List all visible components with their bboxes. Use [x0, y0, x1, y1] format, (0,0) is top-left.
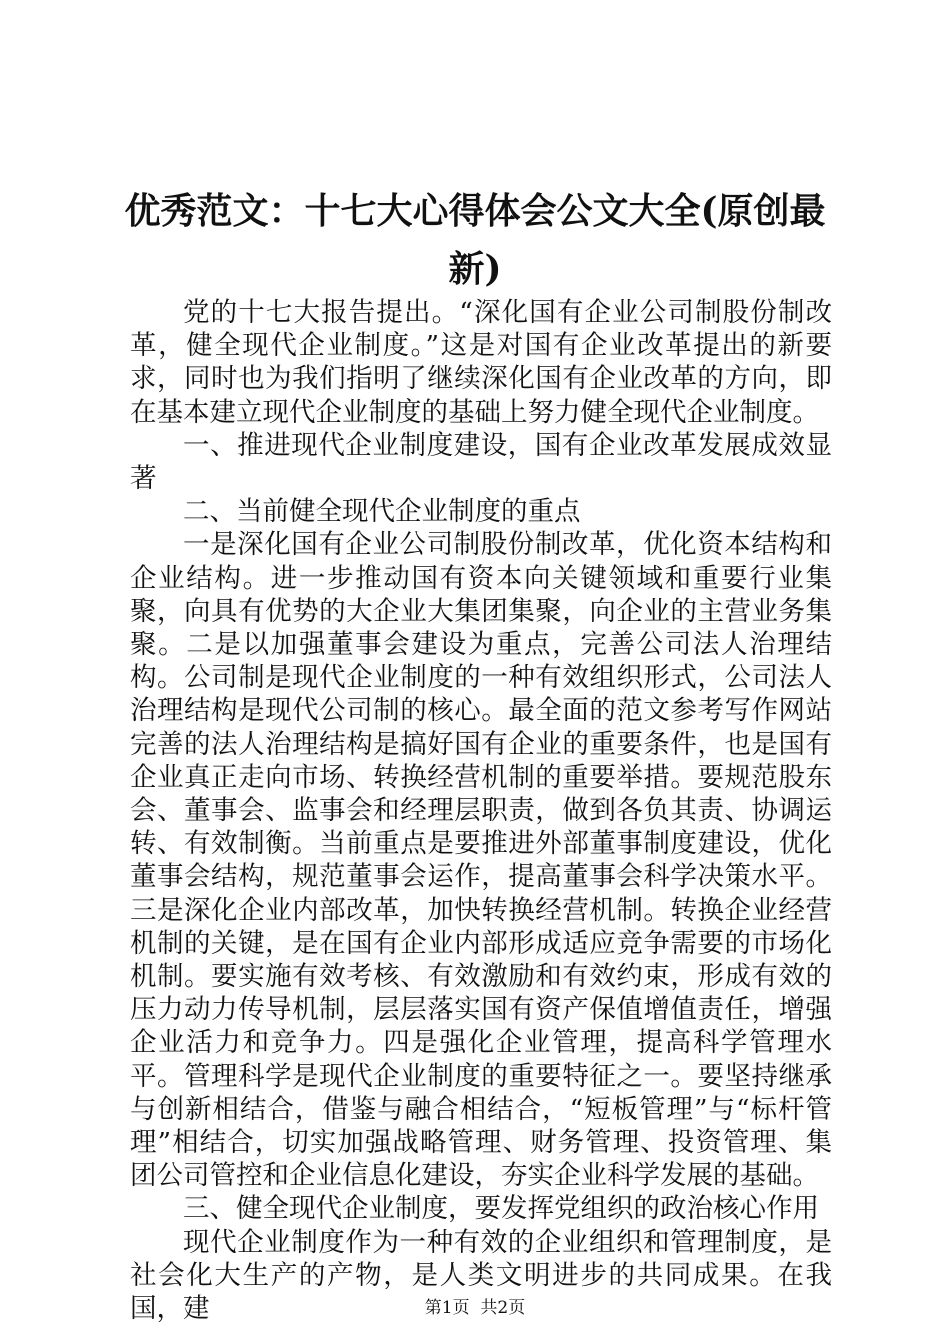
paragraph-continuation: 现代企业制度作为一种有效的企业组织和管理制度，是社会化大生产的产物，是人类文明进步的共同成果。在我国，建 — [130, 1226, 832, 1325]
paragraph-key-points: 一是深化国有企业公司制股份制改革，优化资本结构和企业结构。进一步推动国有资本向关键领域和重要行业集聚，向具有优势的大企业大集团集聚，向企业的主营业务集聚。二是以加强董事会建设为重点，完善公司法人治理结构。公司制是现代企业制度的一种有效组织形式，公司法人治理结构是现代公司制的核心。最全面的范文参考写作网站完善的法人治理结构是搞好国有企业的重要条件，也是国有企业真正走向市场、转换经营机制的重要举措。要规范股东会、董事会、监事会和经理层职责，做到各负其责、协调运转、有效制衡。当前重点是要推进外部董事制度建设，优化董事会结构，规范董事会运作，提高董事会科学决策水平。三是深化企业内部改革，加快转换经营机制。转换企业经营机制的关键，是在国有企业内部形成适应竞争需要的市场化机制。要实施有效考核、有效激励和有效约束，形成有效的压力动力传导机制，层层落实国有资产保值增值责任，增强企业活力和竞争力。四是强化企业管理，提高科学管理水平。管理科学是现代企业制度的重要特征之一。要坚持继承与创新相结合，借鉴与融合相结合，“短板管理”与“标杆管理”相结合，切实加强战略管理、财务管理、投资管理、集团公司管控和企业信息化建设，夯实企业科学发展的基础。 — [130, 529, 832, 1192]
heading-section-3: 三、健全现代企业制度，要发挥党组织的政治核心作用 — [183, 1193, 819, 1225]
page-footer — [0, 1298, 950, 1318]
paragraph-intro: 党的十七大报告提出。“深化国有企业公司制股份制改革，健全现代企业制度。”这是对国有企业改革提出的新要求，同时也为我们指明了继续深化国有企业改革的方向，即在基本建立现代企业制度的基础上努力健全现代企业制度。 — [130, 297, 832, 428]
page-number: 第1页 — [424, 1298, 470, 1318]
heading-section-1: 一、推进现代企业制度建设，国有企业改革发展成效显著 — [130, 429, 832, 495]
document-title: 优秀范文：十七大心得体会公文大全(原创最新) — [124, 190, 826, 290]
document-body — [130, 296, 832, 1325]
page-total: 共2页 — [480, 1298, 526, 1318]
heading-section-2: 二、当前健全现代企业制度的重点 — [183, 496, 581, 528]
